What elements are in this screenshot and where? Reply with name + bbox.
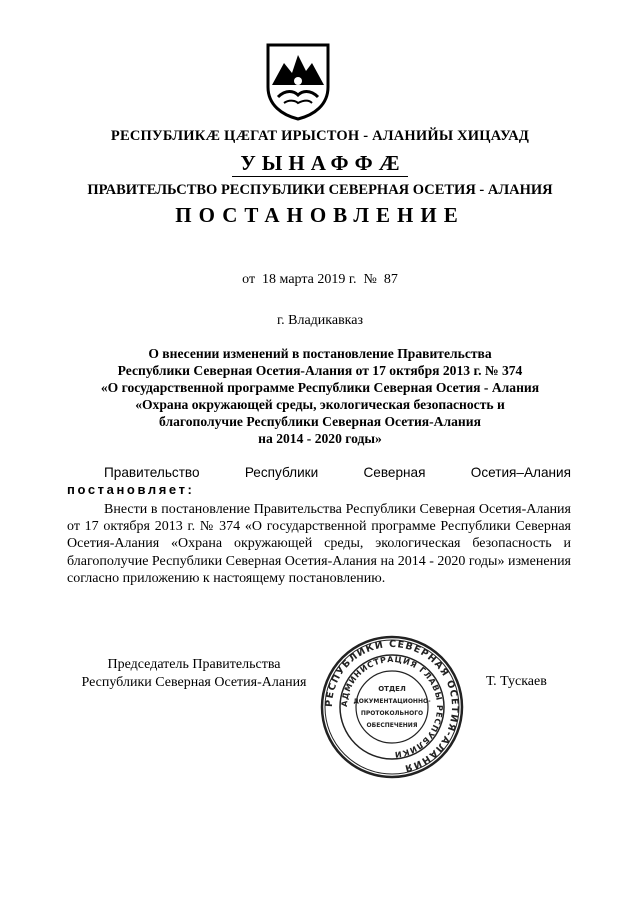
decree-word: постановляет: bbox=[67, 482, 195, 498]
intro-word: Республики bbox=[244, 465, 319, 480]
date-number-line: от 18 марта 2019 г. № 87 bbox=[242, 272, 398, 287]
signer-title-line: Председатель Правительства bbox=[107, 657, 281, 672]
intro-word: Правительство bbox=[104, 465, 200, 480]
header-government-russian: ПРАВИТЕЛЬСТВО РЕСПУБЛИКИ СЕВЕРНАЯ ОСЕТИЯ - АЛАНИЯ bbox=[87, 182, 553, 198]
signer-title-line: Республики Северная Осетия-Алания bbox=[81, 675, 307, 690]
official-stamp-icon bbox=[317, 632, 467, 782]
intro-word: Осетия–Алания bbox=[470, 465, 571, 480]
signer-title bbox=[74, 656, 314, 692]
subject-line: благополучие Республики Северная Осетия-Алания bbox=[159, 414, 481, 429]
intro-line bbox=[67, 464, 571, 481]
stamp-center-line: ПРОТОКОЛЬНОГО bbox=[360, 710, 424, 717]
stamp-center-line: ДОКУМЕНТАЦИОННО- bbox=[353, 698, 431, 705]
signer-name: Т. Тускаев bbox=[486, 674, 547, 689]
header-republic-ossetian: РЕСПУБЛИКӔ ЦӔГАТ ИРЫСТОН - АЛАНИЙЫ ХИЦАУАД bbox=[110, 128, 530, 144]
place-line: г. Владикавказ bbox=[276, 313, 364, 328]
stamp-center-line: ОТДЕЛ bbox=[378, 685, 406, 693]
document-subject bbox=[55, 345, 585, 447]
intro-word: Северная bbox=[363, 465, 426, 480]
decree-intro bbox=[67, 464, 571, 498]
decree-paragraph: Внести в постановление Правительства Республики Северная Осетия-Алания от 17 октября 2013 г. № 374 «О государственной программе Республики Северная Осетия-Алания «Охрана окружающей среды, экологическая безопасность и благополучие Республики Северная Осетия-Алания на 2014 - 2020 годы» изменения согласно приложению к настоящему постановлению. bbox=[67, 502, 571, 586]
subject-line: «О государственной программе Республики Северная Осетия - Алания bbox=[100, 380, 540, 395]
subject-line: Республики Северная Осетия-Алания от 17 октября 2013 г. № 374 bbox=[117, 363, 523, 378]
stamp-outer-text: РЕСПУБЛИКИ СЕВЕРНАЯ ОСЕТИЯ-АЛАНИЯ bbox=[323, 638, 461, 774]
subject-line: на 2014 - 2020 годы» bbox=[258, 431, 382, 446]
header-decree-russian: ПОСТАНОВЛЕНИЕ bbox=[175, 203, 465, 227]
stamp-inner-text: АДМИНИСТРАЦИЯ ГЛАВЫ РЕСПУБЛИКИ bbox=[339, 654, 445, 760]
subject-line: О внесении изменений в постановление Правительства bbox=[148, 346, 492, 361]
subject-line: «Охрана окружающей среды, экологическая безопасность и bbox=[135, 397, 505, 412]
header-decree-ossetian-text: УЫНАФФӔ bbox=[232, 151, 407, 177]
header-decree-ossetian bbox=[0, 151, 640, 176]
stamp-center-line: ОБЕСПЕЧЕНИЯ bbox=[366, 722, 418, 729]
coat-of-arms-icon bbox=[264, 41, 332, 121]
